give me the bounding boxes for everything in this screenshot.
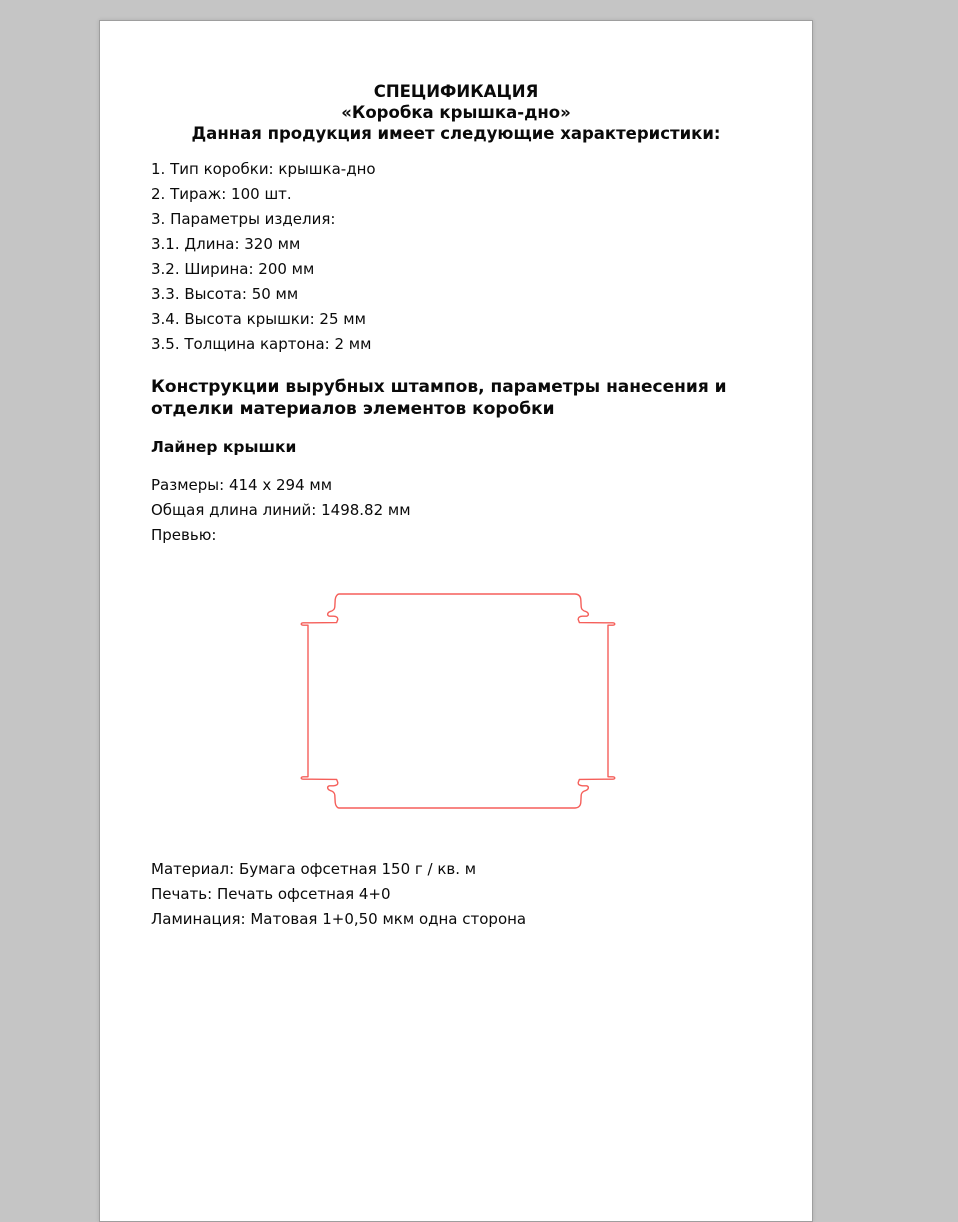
spec-list-item: 3.3. Высота: 50 мм [151, 285, 299, 303]
title-line-1: СПЕЦИФИКАЦИЯ [373, 82, 539, 101]
spec-list-item: 1. Тип коробки: крышка-дно [151, 160, 376, 178]
liner-preview-diagram [297, 592, 619, 811]
finishing-parameters [151, 857, 771, 932]
print-line: Печать: Печать офсетная 4+0 [151, 885, 391, 903]
spec-list-item: 3. Параметры изделия: [151, 210, 336, 228]
spec-list-item: 3.1. Длина: 320 мм [151, 235, 301, 253]
material-line: Материал: Бумага офсетная 150 г / кв. м [151, 860, 477, 878]
spec-list-item: 2. Тираж: 100 шт. [151, 185, 292, 203]
liner-preview-label: Превью: [151, 526, 217, 544]
document-title [100, 81, 812, 144]
title-line-2: «Коробка крышка-дно» [341, 103, 571, 122]
liner-dimensions: Размеры: 414 х 294 мм [151, 476, 333, 494]
spec-list-item: 3.5. Толщина картона: 2 мм [151, 335, 372, 353]
title-line-3: Данная продукция имеет следующие характеристики: [191, 124, 721, 143]
document-page [99, 20, 813, 1222]
subsection-heading-liner: Лайнер крышки [151, 438, 297, 456]
section-heading: Конструкции вырубных штампов, параметры нанесения и отделки материалов элементов коробки [151, 377, 727, 419]
spec-list-item: 3.2. Ширина: 200 мм [151, 260, 315, 278]
liner-parameters [151, 473, 771, 548]
spec-list [151, 157, 771, 357]
lamination-line: Ламинация: Матовая 1+0,50 мкм одна сторона [151, 910, 527, 928]
liner-total-line-length: Общая длина линий: 1498.82 мм [151, 501, 411, 519]
spec-list-item: 3.4. Высота крышки: 25 мм [151, 310, 366, 328]
die-cut-outline [301, 594, 615, 808]
